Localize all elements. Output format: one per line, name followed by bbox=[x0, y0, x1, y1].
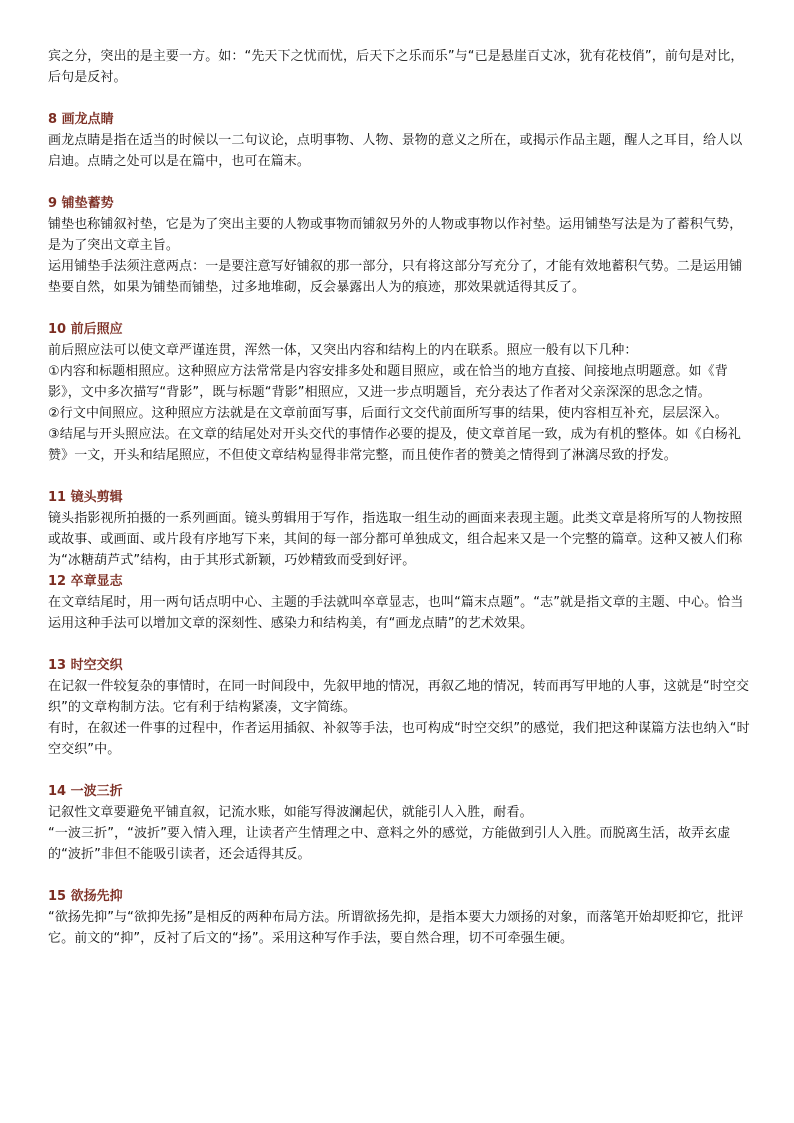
intro-paragraph: 宾之分，突出的是主要一方。如：“先天下之忧而忧，后天下之乐而乐”与“已是悬崖百丈冰，犹有花枝俏”，前句是对比，后句是反衬。 bbox=[48, 49, 744, 85]
section-paragraph: “欲扬先抑”与“欲抑先扬”是相反的两种布局方法。所谓欲扬先抑，是指本要大力颂扬的对象，而落笔开始却贬抑它，批评它。前文的“抑”，反衬了后文的“扬”。采用这种写作手法，要自然合理，切不可牵强生硬。 bbox=[48, 910, 744, 946]
document-page bbox=[48, 46, 754, 949]
section bbox=[48, 655, 754, 760]
section-paragraph: ②行文中间照应。这种照应方法就是在文章前面写事，后面行文交代前面所写事的结果，使内容相互补充，层层深入。 bbox=[48, 406, 728, 421]
section-heading: 11 镜头剪辑 bbox=[48, 490, 123, 505]
section bbox=[48, 886, 754, 949]
section bbox=[48, 109, 754, 172]
section-paragraph: 在记叙一件较复杂的事情时，在同一时间段中，先叙甲地的情况，再叙乙地的情况，转而再写甲地的人事，这就是“时空交织”的文章构制方法。它有利于结构紧凑，文字简练。 bbox=[48, 679, 750, 715]
section-paragraph: “一波三折”，“波折”要入情入理，让读者产生情理之中、意料之外的感觉，方能做到引人入胜。而脱离生活，故弄玄虚的“波折”非但不能吸引读者，还会适得其反。 bbox=[48, 826, 731, 862]
section-paragraph: ③结尾与开头照应法。在文章的结尾处对开头交代的事情作必要的提及，使文章首尾一致，成为有机的整体。如《白杨礼赞》一文，开头和结尾照应，不但使文章结构显得非常完整，而且使作者的赞美之情得到了淋漓尽致的抒发。 bbox=[48, 427, 741, 463]
section-paragraph: 有时，在叙述一件事的过程中，作者运用插叙、补叙等手法，也可构成“时空交织”的感觉，我们把这种谋篇方法也纳入“时空交织”中。 bbox=[48, 721, 750, 757]
section-paragraph: 在文章结尾时，用一两句话点明中心、主题的手法就叫卒章显志，也叫“篇末点题”。“志”就是指文章的主题、中心。恰当运用这种手法可以增加文章的深刻性、感染力和结构美，有“画龙点睛”的艺术效果。 bbox=[48, 595, 744, 631]
section-paragraph: 画龙点睛是指在适当的时候以一二句议论，点明事物、人物、景物的意义之所在，或揭示作品主题，醒人之耳目，给人以启迪。点睛之处可以是在篇中，也可在篇末。 bbox=[48, 133, 743, 169]
section bbox=[48, 781, 754, 865]
section-paragraph: 镜头指影视所拍摄的一系列画面。镜头剪辑用于写作，指选取一组生动的画面来表现主题。此类文章是将所写的人物按照或故事、或画面、或片段有序地写下来，其间的每一部分都可单独成文，组合起来又是一个完整的篇章。这种又被人们称为“冰糖葫芦式”结构，由于其形式新颖，巧妙精致而受到好评。 bbox=[48, 511, 743, 568]
section-paragraph: ①内容和标题相照应。这种照应方法常常是内容安排多处和题目照应，或在恰当的地方直接、间接地点明题意。如《背影》，文中多次描写“背影”，既与标题“背影”相照应，又进一步点明题旨，充分表达了作者对父亲深深的思念之情。 bbox=[48, 364, 728, 400]
section-paragraph: 记叙性文章要避免平铺直叙，记流水账，如能写得波澜起伏，就能引人入胜，耐看。 bbox=[48, 805, 533, 820]
sections-container bbox=[48, 109, 754, 949]
section-heading: 12 卒章显志 bbox=[48, 574, 123, 589]
section-paragraph: 前后照应法可以使文章严谨连贯，浑然一体，又突出内容和结构上的内在联系。照应一般有以下几种： bbox=[48, 343, 638, 358]
section bbox=[48, 487, 754, 571]
section bbox=[48, 319, 754, 466]
section-heading: 14 一波三折 bbox=[48, 784, 123, 799]
section-heading: 15 欲扬先抑 bbox=[48, 889, 123, 904]
section-heading: 10 前后照应 bbox=[48, 322, 123, 337]
section-heading: 8 画龙点睛 bbox=[48, 112, 114, 127]
section-heading: 9 铺垫蓄势 bbox=[48, 196, 114, 211]
section bbox=[48, 571, 754, 634]
section-paragraph: 铺垫也称铺叙衬垫，它是为了突出主要的人物或事物而铺叙另外的人物或事物以作衬垫。运用铺垫写法是为了蓄积气势，是为了突出文章主旨。 bbox=[48, 217, 743, 253]
section-paragraph: 运用铺垫手法须注意两点：一是要注意写好铺叙的那一部分，只有将这部分写充分了，才能有效地蓄积气势。二是运用铺垫要自然，如果为铺垫而铺垫，过多地堆砌，反会暴露出人为的痕迹，那效果就适得其反了。 bbox=[48, 259, 743, 295]
section bbox=[48, 193, 754, 298]
section-heading: 13 时空交织 bbox=[48, 658, 123, 673]
